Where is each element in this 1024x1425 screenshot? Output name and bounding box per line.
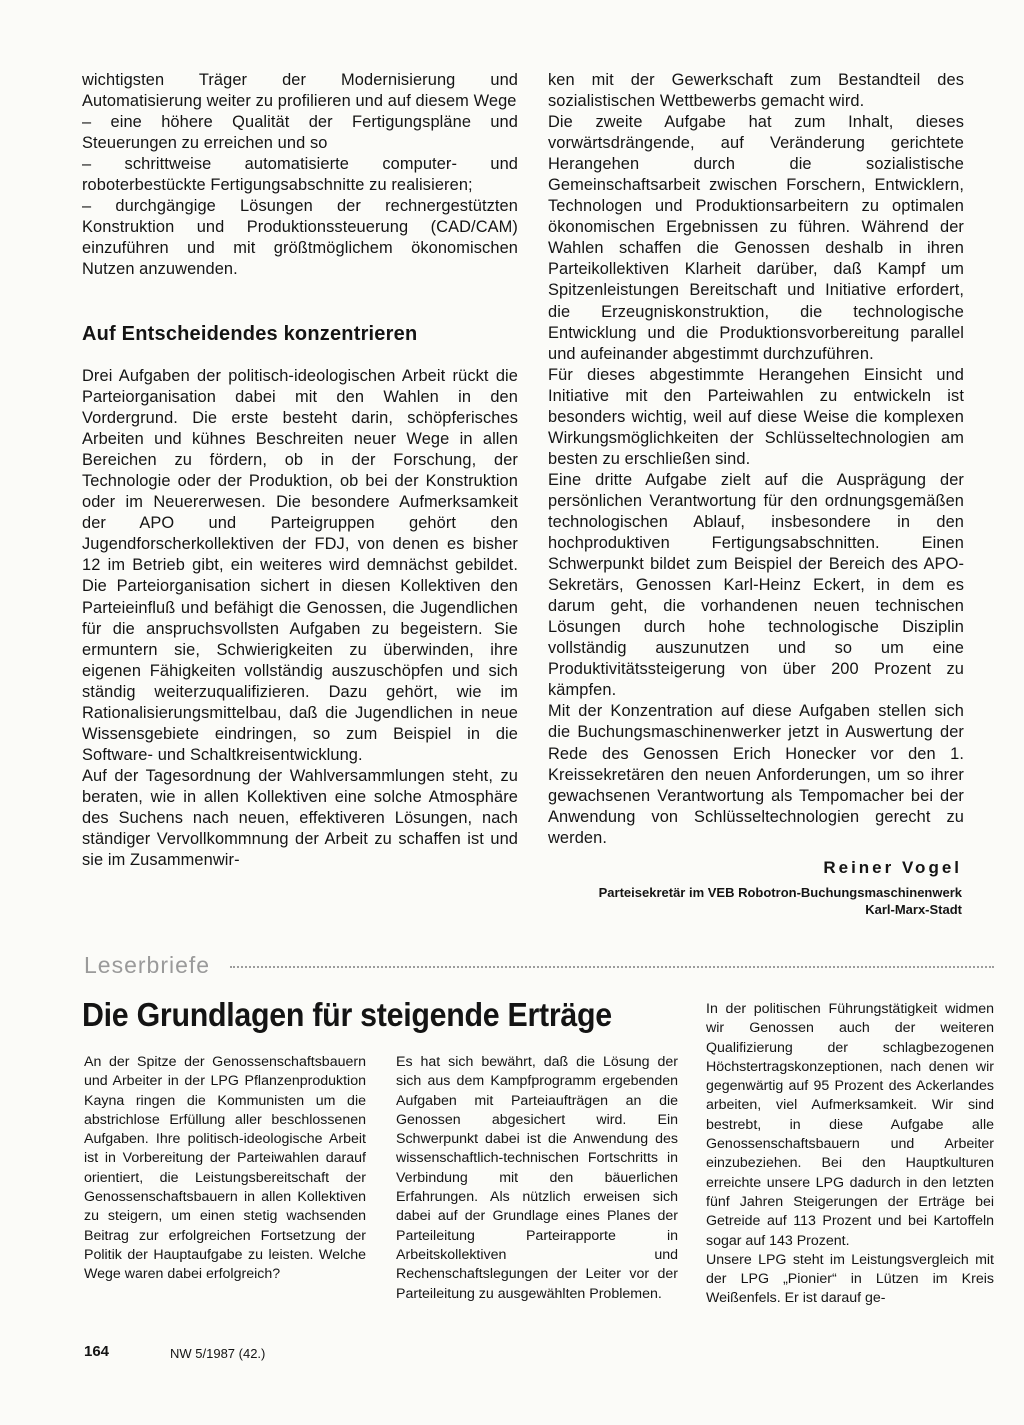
paragraph: An der Spitze der Genossenschaftsbauern und Arbeiter in der LPG Pflanzenproduktion Kayna ringen die Kommunisten um die abstrichlose Erfüllung aller beschlossenen Aufgaben. Ihre politisch-ideologische Arbeit ist in Vorbereitung der Parteiwahlen darauf orientiert, die Leistungsbereitschaft der Genossenschaftsbauern in allen Kollektiven zu steigern, um einen stetig wachsenden Beitrag zur erfolgreichen Fortsetzung der Politik der Hauptaufgabe zu leisten. Welche Wege waren dabei erfolgreich? [84, 1054, 366, 1283]
paragraph: Es hat sich bewährt, daß die Lösung der sich aus dem Kampfprogramm ergebenden Aufgaben mit Parteiaufträgen an die Genossen abgesichert wird. Ein Schwerpunkt dabei ist die Anwendung des wissenschaftlich-technischen Fortschritts in Verbindung mit den bäuerlichen Erfahrungen. Als nützlich erweisen sich dabei auf der Grundlage eines Planes der Parteileitung Parteirapporte in Arbeitskollektiven und Rechenschaftslegungen der Leiter vor der Parteileitung zu ausgewählten Problemen. [396, 1054, 678, 1302]
paragraph: Auf der Tagesordnung der Wahlversammlungen steht, zu beraten, wie in allen Kollektiven eine solche Atmosphäre des Suchens nach neuen, effektiveren Lösungen, nach ständiger Vervollkommnung der Arbeit zu schaffen ist und sie im Zusammenwir- [82, 766, 518, 870]
paragraph: Die zweite Aufgabe hat zum Inhalt, dieses vorwärtsdrängende, auf Veränderung gerichtete Herangehen durch die sozialistische Gemeinschaftsarbeit zwischen Forschern, Entwicklern, Technologen und Produktionsarbeitern zu optimalen ökonomischen Ergebnissen zu führen. Während der Wahlen schaffen die Genossen deshalb in ihren Parteikollektiven Klarheit darüber, daß Kampf um Spitzenleistungen Bereitschaft und Initiative erfordert, die Erzeugniskonstruktion, die technologische Entwicklung und die Produktionsvorbereitung parallel und aufeinander abgestimmt durchzuführen. [548, 113, 964, 363]
author-name: Reiner Vogel [823, 858, 962, 877]
bullet-item: – durchgängige Lösungen der rechnergestützten Konstruktion und Produktionssteuerung (CAD/CAM) einzuführen und mit größtmöglichem ökonomischen Nutzen anzuwenden. [82, 197, 518, 279]
bullet-item: – eine höhere Qualität der Fertigungspläne und Steuerungen zu erreichen und so [82, 113, 518, 153]
section-heading: Auf Entscheidendes konzentrieren [82, 323, 418, 345]
paragraph: wichtigsten Träger der Modernisierung und Automatisierung weiter zu profilieren und auf diesem Wege [82, 71, 518, 111]
article-column-3 [706, 1000, 994, 1309]
author-location: Karl-Marx-Stadt [865, 902, 962, 917]
upper-left-bottom-column [82, 366, 518, 871]
paragraph: In der politischen Führungstätigkeit widmen wir Genossen auch der weiteren Qualifizierung der schlagbezogenen Höchstertragskonzeptionen, nach denen wir gegenwärtig auf 95 Prozent des Ackerlandes arbeiten, viel Aufmerksamkeit. Wir sind bestrebt, in diese Aufgabe alle Genossenschaftsbauern und Arbeiter einzubeziehen. Bei den Hauptkulturen erreichte unsere LPG dadurch in den letzten fünf Jahren Steigerungen der Erträge bei Getreide auf 113 Prozent und bei Kartoffeln sogar auf 143 Prozent. [706, 1001, 994, 1249]
author-signature [599, 858, 962, 918]
paragraph: Drei Aufgaben der politisch-ideologischen Arbeit rückt die Parteiorganisation dabei mit den Wahlen in den Vordergrund. Die erste besteht darin, schöpferisches Arbeiten und kühnes Beschreiten neuer Wege in allen Bereichen zu fördern, ob in der Forschung, der Technologie oder der Produktion, ob bei der Konstruktion oder im Neuererwesen. Die besondere Aufmerksamkeit der APO und Parteigruppen gehört den Jugendforscherkollektiven der FDJ, von denen es bisher 12 im Betrieb gibt, ein weiteres wird demnächst gebildet. Die Parteiorganisation sichert in diesen Kollektiven den Parteieinfluß und befähigt die Genossen, die Jugendlichen für die anspruchsvollsten Aufgaben zu begeistern. Sie ermuntern sie, Schwierigkeiten zu überwinden, ihre eigenen Fähigkeiten vollständig auszuschöpfen und sich ständig weiterzuqualifizieren. Dazu gehört, wie im Rationalisierungsmittelbau, daß die Jugendlichen in neue Wissensgebiete eindringen, so zum Beispiel in die Software- und Schaltkreisentwicklung. [82, 367, 518, 764]
section-divider [230, 966, 994, 968]
article-column-1 [84, 1053, 366, 1285]
issue-reference: NW 5/1987 (42.) [170, 1346, 266, 1361]
paragraph: Mit der Konzentration auf diese Aufgaben stellen sich die Buchungsmaschinenwerker jetzt in Auswertung der Rede des Genossen Erich Honecker vor den 1. Kreissekretären den neuen Anforderungen, um so ihrer gewachsenen Verantwortung als Tempomacher bei der Anwendung von Schlüsseltechnologien gerecht zu werden. [548, 702, 964, 847]
paragraph: Für dieses abgestimmte Herangehen Einsicht und Initiative mit den Parteiwahlen zu entwickeln ist besonders wichtig, weil auf diese Weise die komplexen Wirkungsmöglichkeiten der Schlüsseltechnologien am besten zu erschließen sind. [548, 365, 964, 468]
upper-left-top-column [82, 70, 518, 280]
author-role: Parteisekretär im VEB Robotron-Buchungsmaschinenwerk [598, 885, 962, 900]
article-column-2 [396, 1053, 678, 1304]
bullet-item: – schrittweise automatisierte computer- und roboterbestückte Fertigungsabschnitte zu realisieren; [82, 155, 518, 195]
paragraph: ken mit der Gewerkschaft zum Bestandteil des sozialistischen Wettbewerbs gemacht wird. [548, 71, 964, 111]
page-number: 164 [84, 1343, 110, 1360]
paragraph: Eine dritte Aufgabe zielt auf die Ausprägung der persönlichen Verantwortung für den ordnungsgemäßen technologischen Ablauf, insbesondere in den hochproduktiven Fertigungsabschnitten. Einen Schwerpunkt bildet zum Beispiel der Bereich des APO-Sekretärs, Genossen Karl-Heinz Eckert, in dem es darum geht, die vorhandenen neuen technischen Lösungen durch hohe technologische Disziplin vollständig auszunutzen und so um eine Produktivitätssteigerung von über 200 Prozent zu kämpfen. [548, 470, 964, 700]
upper-right-column [548, 70, 964, 849]
article-title: Die Grundlagen für steigende Erträge [82, 996, 612, 1033]
paragraph: Unsere LPG steht im Leistungsvergleich mit der LPG „Pionier“ in Lützen im Kreis Weißenfels. Er ist darauf ge- [706, 1251, 994, 1307]
section-label: Leserbriefe [84, 952, 211, 978]
